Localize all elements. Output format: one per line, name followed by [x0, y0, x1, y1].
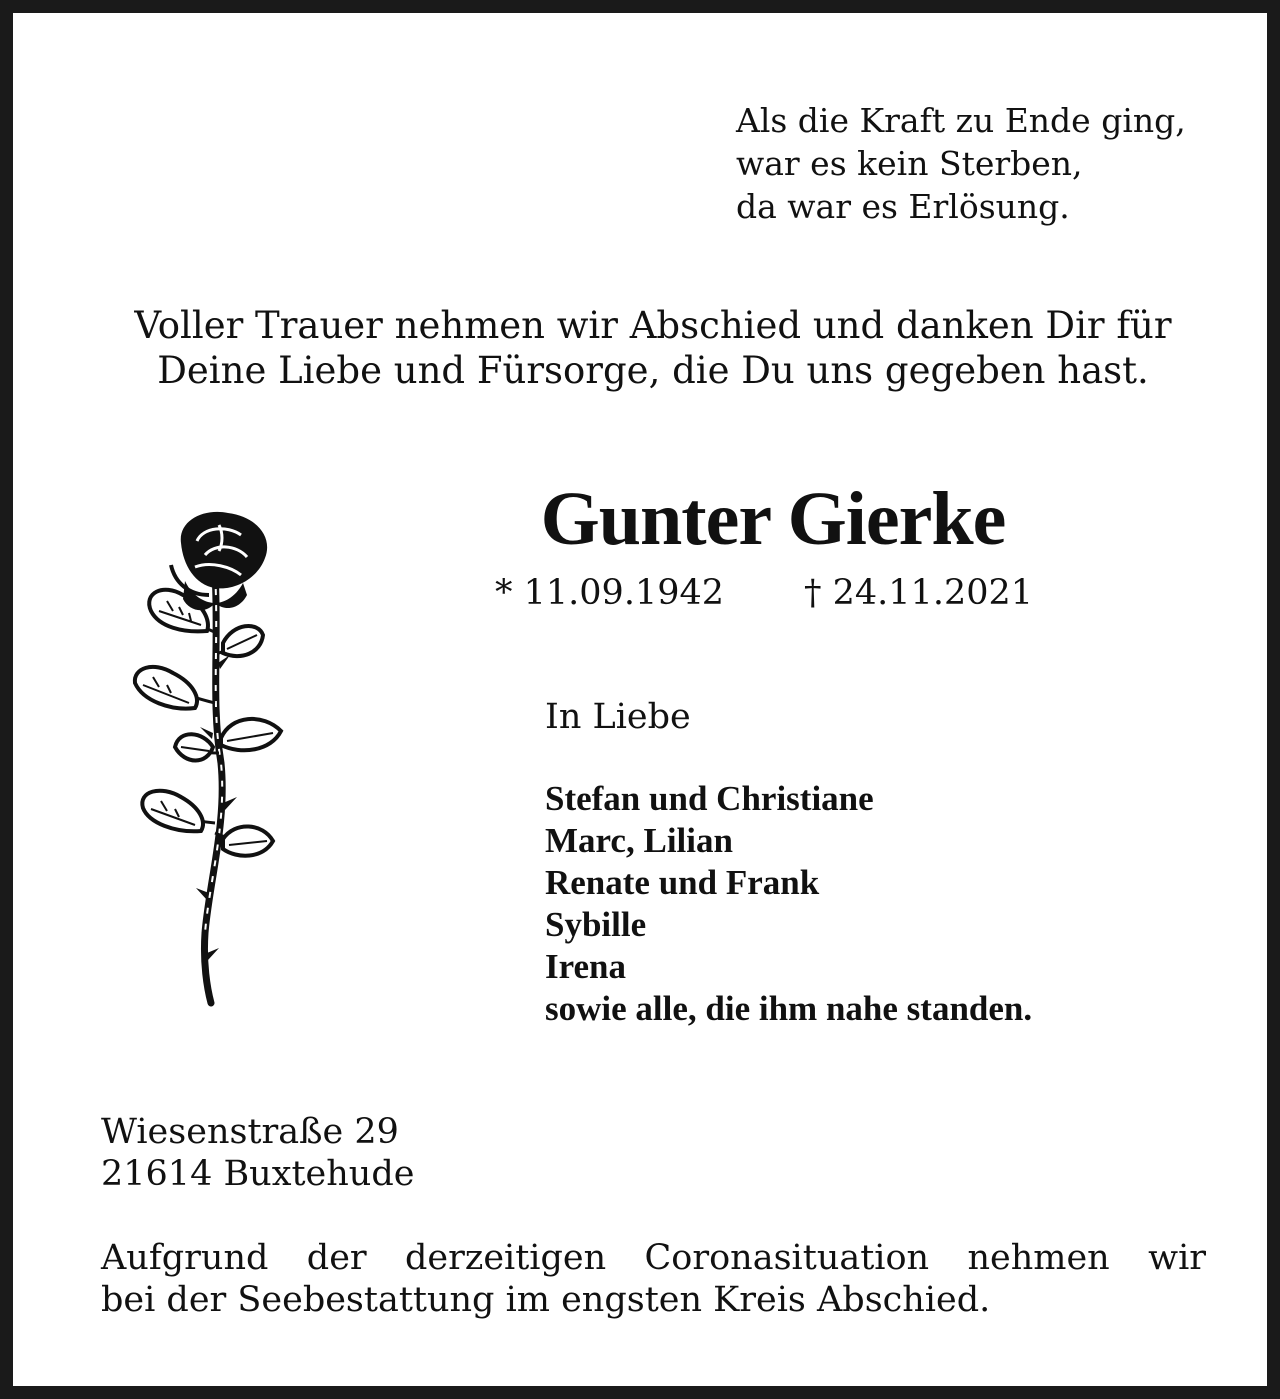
- in-love-label: In Liebe: [545, 697, 691, 737]
- notice-line: Aufgrund der derzeitigen Coronasituation nehmen wir: [101, 1238, 1206, 1278]
- address-street: Wiesenstraße 29: [101, 1112, 399, 1152]
- funeral-notice: [101, 1237, 1206, 1321]
- mourner-line: Stefan und Christiane: [545, 779, 874, 818]
- notice-line: bei der Seebestattung im engsten Kreis Abschied.: [101, 1280, 991, 1320]
- mourners-list: [545, 778, 1032, 1030]
- intro-text: [53, 303, 1253, 393]
- mourner-line: sowie alle, die ihm nahe standen.: [545, 989, 1033, 1028]
- mourner-line: Marc, Lilian: [545, 821, 733, 860]
- address-block: [101, 1111, 414, 1195]
- mourner-line: Sybille: [545, 905, 647, 944]
- rose-icon: [123, 503, 293, 1008]
- motto-verse: [736, 99, 1186, 228]
- mourner-line: Renate und Frank: [545, 863, 820, 902]
- motto-line: Als die Kraft zu Ende ging,: [736, 101, 1186, 140]
- birth-date: * 11.09.1942: [495, 573, 725, 613]
- intro-line: Voller Trauer nehmen wir Abschied und danken Dir für: [134, 304, 1172, 347]
- motto-line: da war es Erlösung.: [736, 187, 1070, 226]
- deceased-name: Gunter Gierke: [540, 477, 1006, 561]
- motto-line: war es kein Sterben,: [736, 144, 1083, 183]
- address-city: 21614 Buxtehude: [101, 1154, 415, 1194]
- intro-line: Deine Liebe und Fürsorge, die Du uns gegeben hast.: [157, 349, 1149, 392]
- mourner-line: Irena: [545, 947, 627, 986]
- death-date: † 24.11.2021: [804, 573, 1034, 613]
